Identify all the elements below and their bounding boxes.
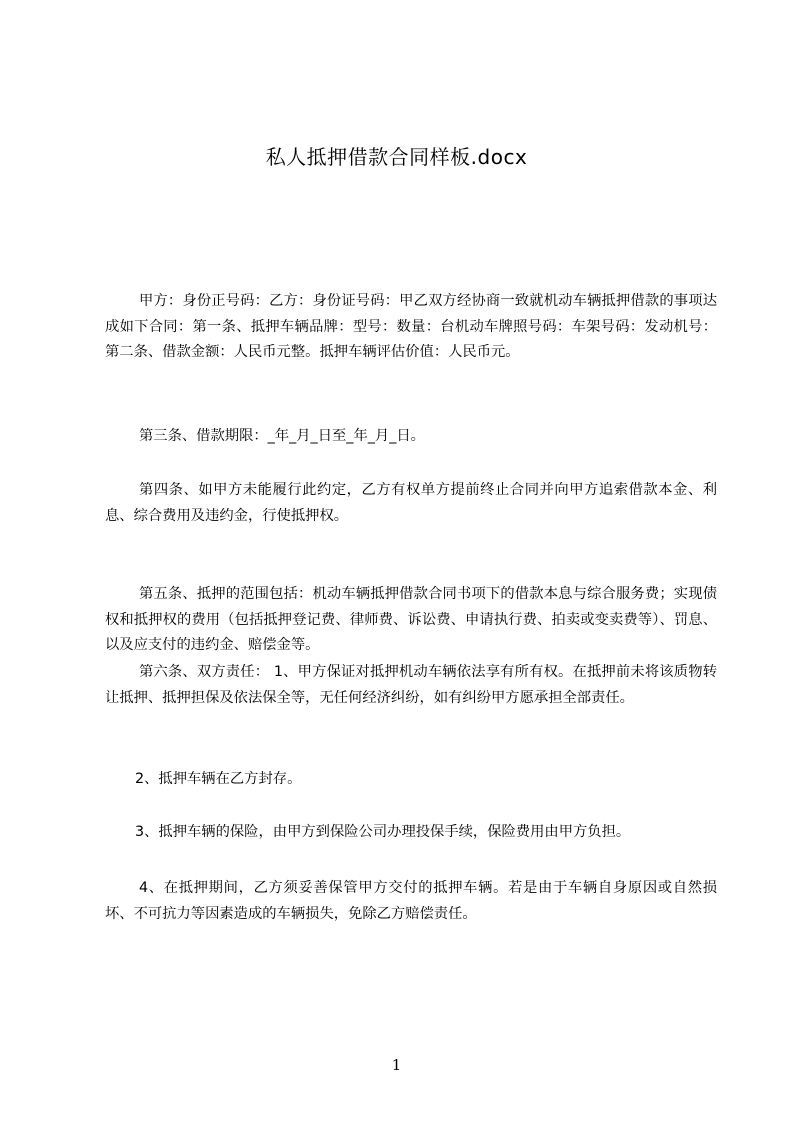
page-number: 1 (391, 1056, 402, 1074)
paragraph-article-4: 第四条、如甲方未能履行此约定，乙方有权单方提前终止合同并向甲方追索借款本金、利息、综合费用及违约金，行使抵押权。 (105, 482, 717, 524)
paragraph-article-3: 第三条、借款期限：_年_月_日至_年_月_日。 (139, 428, 425, 444)
paragraph-parties-and-terms: 甲方：身份正号码：乙方：身份证号码：甲乙双方经协商一致就机动车辆抵押借款的事项达成如下合同：第一条、抵押车辆品牌：型号：数量：台机动车牌照号码：车架号码：发动机号：第二条、借款金额：人民币元整。抵押车辆评估价值：人民币元。 (105, 293, 717, 360)
paragraph-item-3: 3、抵押车辆的保险，由甲方到保险公司办理投保手续，保险费用由甲方负担。 (135, 824, 631, 840)
paragraph-item-4: 4、在抵押期间，乙方须妥善保管甲方交付的抵押车辆。若是由于车辆自身原因或自然损坏、不可抗力等因素造成的车辆损失，免除乙方赔偿责任。 (105, 880, 717, 922)
document-title: 私人抵押借款合同样板.docx (265, 145, 528, 169)
paragraph-article-6: 第六条、双方责任： 1、甲方保证对抵押机动车辆依法享有所有权。在抵押前未将该质物转让抵押、抵押担保及依法保全等，无任何经济纠纷，如有纠纷甲方愿承担全部责任。 (105, 664, 717, 706)
paragraph-article-5: 第五条、抵押的范围包括：机动车辆抵押借款合同书项下的借款本息与综合服务费；实现债权和抵押权的费用（包括抵押登记费、律师费、诉讼费、申请执行费、拍卖或变卖费等）、罚息、以及应支付的违约金、赔偿金等。 (105, 586, 717, 653)
paragraph-item-2: 2、抵押车辆在乙方封存。 (135, 771, 302, 787)
